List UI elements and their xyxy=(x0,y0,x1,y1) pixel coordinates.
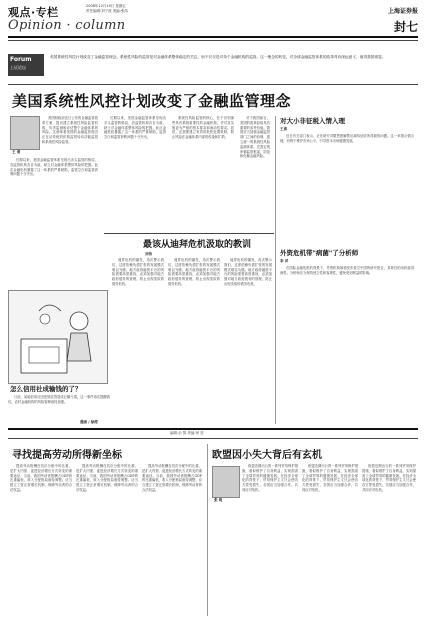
forum-tag-sub: 上证论坛 xyxy=(10,65,26,70)
middle-headline: 最该从迪拜危机汲取的教训 xyxy=(143,240,252,250)
cartoon-caption: 怎么信用社成输钱的了？ xyxy=(10,385,82,393)
bottom-right-col-1 xyxy=(242,464,298,614)
main-col-3-text: 系统性风险监管的核心，在于识别那些具有系统重要性的金融机构，并对其实施更为严格的资本要求和流动性要求。同时，还需要建立有效的危机处置机制，防止风险在金融体系内部的传染和扩散。 xyxy=(172,116,234,140)
middle-col-1-text: 迪拜危机的爆发，再次警示我们，过度依赖负债扩张的发展模式难以为继。地方政府融资平台的风险需要高度重视，必须加强对地方政府债务的管理，防止出现类似的债务危机。 xyxy=(112,258,164,286)
header-rule-thin xyxy=(8,40,418,41)
sidebar-headline-2: 外资危机带"病菌"了分析师 xyxy=(280,249,359,257)
main-headline: 美国系统性风控计划改变了金融监管理念 xyxy=(12,92,292,110)
issue-meta xyxy=(86,4,206,13)
bottom-right-author-photo xyxy=(212,466,240,498)
paper-name: 上海证券报 xyxy=(387,8,418,15)
bottom-left-col-2 xyxy=(76,464,138,614)
cartoon-drawing xyxy=(9,291,107,383)
author-photo xyxy=(10,116,40,150)
main-col-1b xyxy=(10,158,98,232)
main-author: 王 勇 xyxy=(12,150,21,154)
forum-lead: 美国系统性风控计划改变了金融监管理念。系统性风险的监管是对金融体系整体稳定的关注，而不仅仅是对单个金融机构的监管。这一理念的转变，对全球金融监管体系的改革具有深远意义，值得我国借鉴。 xyxy=(50,55,386,59)
bottom-right-col-3 xyxy=(362,464,416,614)
page-label: 封七 xyxy=(393,20,418,34)
header-rule xyxy=(8,36,418,38)
bottom-right-col-1-text: 欧盟近期出台的一系列贸易保护措施，看似维护了自身利益，实则损害了全球贸易的健康发展。在经济全球化的背景下，贸易保护主义只会使各方蒙受损失，各国应当加强合作，共同应对危机。 xyxy=(242,464,298,492)
middle-col-3-text: 迪拜危机的爆发，再次警示我们，过度依赖负债扩张的发展模式难以为继。地方政府融资平台的风险需要高度重视，必须加强对地方政府债务的管理，防止出现类似的债务危机。 xyxy=(224,258,272,286)
main-col-4-text: 对于我国而言，美国的改革经验具有重要的参考价值。我国应当加强金融监管部门之间的协调，建立统一的系统性风险监测体系，完善宏观审慎监管框架，防范和化解金融风险。 xyxy=(240,116,270,159)
bottom-right-col-2 xyxy=(302,464,358,614)
section-divider xyxy=(8,428,418,430)
sidebar-author-1: 王勇 xyxy=(280,127,287,131)
main-col-2-text: 长期以来，美国金融监管体系呈现出多头监管的格局，各监管机构各自为政，缺乏对金融体系整体风险的把握。此次金融危机暴露了这一体系的严重缺陷，监管空白和监管套利问题十分突出。 xyxy=(104,116,166,140)
cartoon-artist: 漫画 / 徐简 xyxy=(80,420,98,424)
middle-author: 刘伟 xyxy=(145,252,152,256)
main-col-1-text: 美国财政部近日公布的金融监管改革方案，提出建立系统性风险监管机构，负责监测和评估整个金融体系的风险。这意味着美国的金融监管理念正在从传统的机构监管转向功能监管和系统性风险监管。 xyxy=(42,116,98,144)
editor-bar: 编辑:余 黎 美编:何 进 xyxy=(170,431,204,435)
middle-rule xyxy=(104,233,274,234)
sidebar xyxy=(280,116,414,416)
bottom-left-headline: 寻找提高劳动所得新坐标 xyxy=(12,450,122,461)
sidebar-headline-1: 对大小非征税入情入理 xyxy=(280,117,345,125)
sidebar-text-1 xyxy=(280,134,414,244)
sidebar-author-2: 李 洋 xyxy=(280,259,289,263)
lead-divider xyxy=(8,84,418,85)
sidebar-text-1-p: 近日有关部门表示，正在研究对限售股解禁后减持征收所得税的问题。这一举措合情合理，有利于维护市场公平，引导资本市场健康发展。 xyxy=(280,134,414,143)
cartoon-note-text: 日前，某地信用社因违规放贷造成巨额亏损。这一事件再次提醒我们，农村金融机构的风险管理亟待加强。 xyxy=(8,395,110,404)
main-col-3 xyxy=(172,116,234,228)
middle-col-1 xyxy=(112,258,164,423)
main-col-1b-text: 长期以来，美国金融监管体系呈现出多头监管的格局，各监管机构各自为政，缺乏对金融体系整体风险的把握。此次金融危机暴露了这一体系的严重缺陷，监管空白和监管套利问题十分突出。 xyxy=(10,158,98,177)
bottom-divider xyxy=(207,444,208,616)
forum-tag xyxy=(8,54,44,76)
bottom-left-col-3 xyxy=(142,464,202,614)
bottom-left-col-2-text: 提高劳动报酬在初次分配中的比重，是扩大内需、促进经济增长方式转变的重要途径。当前，我国劳动者报酬占GDP的比重偏低，收入分配格局亟待调整。应当建立工资正常增长机制，保障劳动者的合法权益。 xyxy=(76,464,138,492)
section-divider-thin xyxy=(8,438,418,439)
middle-col-2-text: 迪拜危机的爆发，再次警示我们，过度依赖负债扩张的发展模式难以为继。地方政府融资平台的风险需要高度重视，必须加强对地方政府债务的管理，防止出现类似的债务危机。 xyxy=(168,258,220,286)
main-col-4 xyxy=(240,116,270,228)
issue-editor: 责任编辑:刘宁波 美编:张纬 xyxy=(86,8,128,13)
bottom-left-col-3-text: 提高劳动报酬在初次分配中的比重，是扩大内需、促进经济增长方式转变的重要途径。当前，我国劳动者报酬占GDP的比重偏低，收入分配格局亟待调整。应当建立工资正常增长机制，保障劳动者的合法权益。 xyxy=(142,464,202,492)
bottom-left-col-1-text: 提高劳动报酬在初次分配中的比重，是扩大内需、促进经济增长方式转变的重要途径。当前，我国劳动者报酬占GDP的比重偏低，收入分配格局亟待调整。应当建立工资正常增长机制，保障劳动者的合法权益。 xyxy=(10,464,72,492)
sidebar-text-2 xyxy=(280,266,414,416)
bottom-right-author: 张 明 xyxy=(214,498,223,502)
main-col-2 xyxy=(104,116,166,228)
middle-col-2 xyxy=(168,258,220,423)
section-title: 观点·专栏 xyxy=(8,6,59,19)
section-subtitle: Opinion · column xyxy=(8,18,126,33)
bottom-right-headline: 欧盟因小失大背后有玄机 xyxy=(212,450,322,461)
sidebar-divider xyxy=(275,116,276,424)
issue-date: 2008年12月19日 星期五 xyxy=(86,4,126,8)
sidebar-text-2-p: 在国际金融危机的背景下，外资机构频频发布看空中国的研究报告，其背后的动机值得深思。分析师应当保持独立性和客观性，避免受到利益的影响。 xyxy=(280,266,414,275)
forum-tag-title: Forum xyxy=(10,56,32,63)
bottom-right-col-3-text: 欧盟近期出台的一系列贸易保护措施，看似维护了自身利益，实则损害了全球贸易的健康发展。在经济全球化的背景下，贸易保护主义只会使各方蒙受损失，各国应当加强合作，共同应对危机。 xyxy=(362,464,416,492)
bottom-left-col-1 xyxy=(10,464,72,614)
bottom-right-col-2-text: 欧盟近期出台的一系列贸易保护措施，看似维护了自身利益，实则损害了全球贸易的健康发展。在经济全球化的背景下，贸易保护主义只会使各方蒙受损失，各国应当加强合作，共同应对危机。 xyxy=(302,464,358,492)
middle-col-3 xyxy=(224,258,272,423)
cartoon-image xyxy=(8,290,108,384)
